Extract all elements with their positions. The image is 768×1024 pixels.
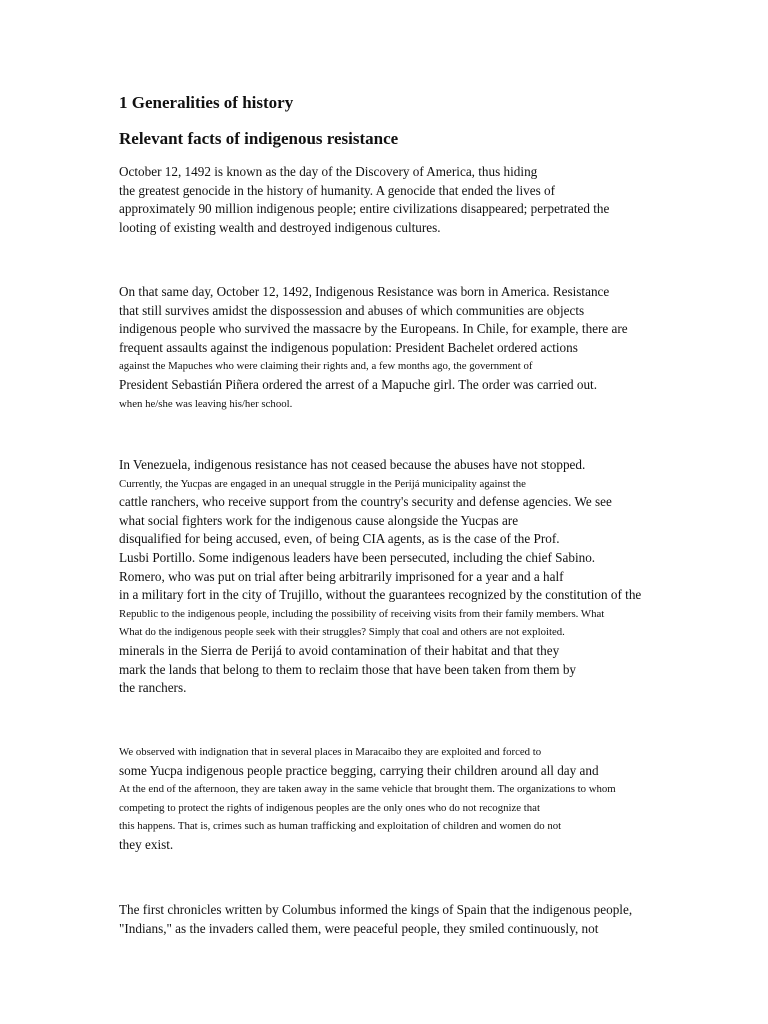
paragraph-line: Currently, the Yucpas are engaged in an unequal struggle in the Perijá municipality against the: [119, 477, 526, 490]
paragraph-line: minerals in the Sierra de Perijá to avoid contamination of their habitat and that they: [119, 642, 560, 658]
paragraph-3: [119, 456, 679, 698]
paragraph-line: the greatest genocide in the history of humanity. A genocide that ended the lives of: [119, 182, 556, 198]
paragraph-line: indigenous people who survived the massacre by the Europeans. In Chile, for example, there are: [119, 321, 628, 337]
paragraph-line: mark the lands that belong to them to reclaim those that have been taken from them by: [119, 661, 577, 677]
paragraph-line: competing to protect the rights of indigenous peoples are the only ones who do not recognize that: [119, 801, 540, 814]
paragraph-2: [119, 283, 679, 413]
paragraph-line: frequent assaults against the indigenous population: President Bachelet ordered actions: [119, 339, 578, 355]
paragraph-1: [119, 163, 679, 237]
paragraph-line: Lusbi Portillo. Some indigenous leaders have been persecuted, including the chief Sabino.: [119, 549, 596, 565]
paragraph-line: cattle ranchers, who receive support from the country's security and defense agencies. We see: [119, 494, 612, 510]
paragraph-line: some Yucpa indigenous people practice begging, carrying their children around all day and: [119, 762, 599, 778]
paragraph-5: [119, 901, 679, 938]
paragraph-line: approximately 90 million indigenous people; entire civilizations disappeared; perpetrated the: [119, 201, 610, 217]
paragraph-line: what social fighters work for the indigenous cause alongside the Yucpas are: [119, 512, 519, 528]
section-subheading: Relevant facts of indigenous resistance: [119, 129, 399, 148]
paragraph-line: In Venezuela, indigenous resistance has not ceased because the abuses have not stopped.: [119, 457, 586, 472]
paragraph-line: "Indians," as the invaders called them, were peaceful people, they smiled continuously, not: [119, 920, 599, 936]
section-heading: 1 Generalities of history: [119, 93, 294, 112]
paragraph-line: they exist.: [119, 836, 174, 852]
paragraph-line: At the end of the afternoon, they are taken away in the same vehicle that brought them. The organizations to whom: [119, 783, 616, 796]
paragraph-line: On that same day, October 12, 1492, Indigenous Resistance was born in America. Resistance: [119, 284, 610, 299]
paragraph-line: Republic to the indigenous people, including the possibility of receiving visits from their family members. What: [119, 607, 605, 620]
paragraph-line: President Sebastián Piñera ordered the arrest of a Mapuche girl. The order was carried out.: [119, 376, 597, 392]
paragraph-line: in a military fort in the city of Trujillo, without the guarantees recognized by the constitution of the: [119, 587, 642, 603]
paragraph-line: The first chronicles written by Columbus informed the kings of Spain that the indigenous people,: [119, 902, 633, 917]
paragraph-line: What do the indigenous people seek with their struggles? Simply that coal and others are not exploited.: [119, 626, 565, 639]
paragraph-line: against the Mapuches who were claiming their rights and, a few months ago, the government of: [119, 360, 533, 373]
paragraph-line: looting of existing wealth and destroyed indigenous cultures.: [119, 219, 441, 235]
paragraph-line: when he/she was leaving his/her school.: [119, 397, 293, 410]
paragraph-line: Romero, who was put on trial after being arbitrarily imprisoned for a year and a half: [119, 568, 564, 584]
paragraph-line: October 12, 1492 is known as the day of the Discovery of America, thus hiding: [119, 164, 538, 179]
paragraph-line: We observed with indignation that in several places in Maracaibo they are exploited and forced to: [119, 746, 542, 758]
paragraph-line: the ranchers.: [119, 680, 187, 696]
paragraph-line: disqualified for being accused, even, of being CIA agents, as is the case of the Prof.: [119, 531, 560, 547]
paragraph-line: that still survives amidst the dispossession and abuses of which communities are objects: [119, 302, 585, 318]
paragraph-line: this happens. That is, crimes such as human trafficking and exploitation of children and women do not: [119, 820, 562, 833]
paragraph-4: [119, 743, 679, 855]
